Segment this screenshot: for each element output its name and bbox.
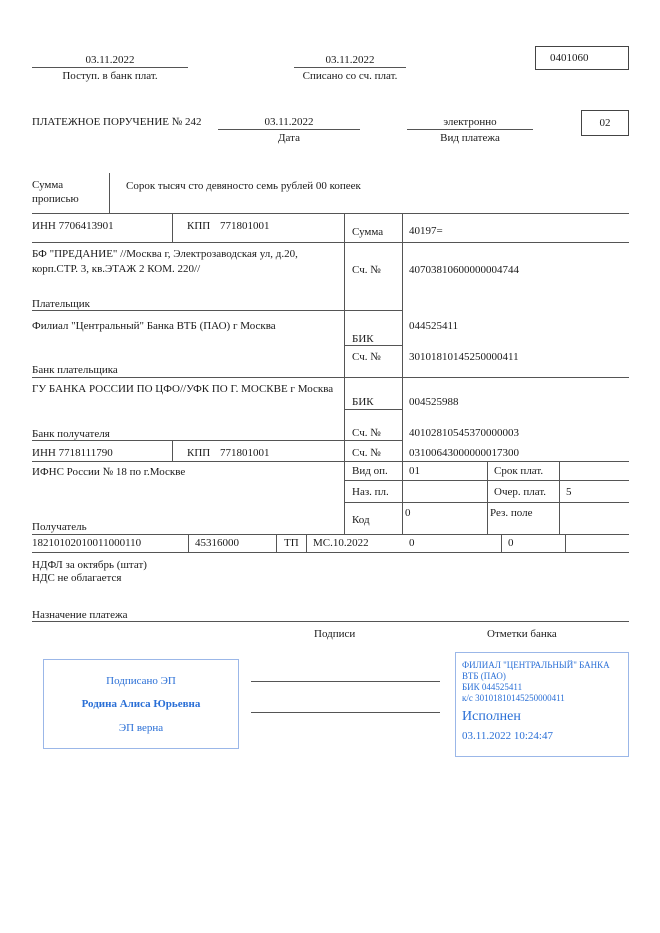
recipient-bank-bik: 004525988: [409, 396, 459, 408]
payer-kpp-label: КПП: [187, 220, 211, 232]
payer-account: 40703810600000004744: [409, 264, 519, 276]
priority: 5: [566, 486, 572, 498]
purpose-line-2: НДС не облагается: [32, 572, 122, 584]
recipient-bank-name: ГУ БАНКА РОССИИ ПО ЦФО//УФК ПО Г. МОСКВЕ г Москва: [32, 383, 334, 395]
recipient-bank-label: Банк получателя: [32, 428, 110, 440]
payer-label: Плательщик: [32, 298, 90, 310]
grid-line: [188, 534, 189, 552]
grid-line: [32, 310, 344, 311]
stamp-valid: ЭП верна: [118, 722, 164, 734]
stamp-signer-name: Родина Алиса Юрьевна: [81, 698, 201, 710]
amount-words-value: Сорок тысяч сто девяносто семь рублей 00 копеек: [126, 180, 361, 192]
status-code: 02: [599, 117, 611, 129]
bank-stamp: [455, 652, 629, 757]
received-date-label: Поступ. в банк плат.: [62, 70, 158, 82]
purpose-line-1: НДФЛ за октябрь (штат): [32, 559, 147, 571]
stamp-signed: Подписано ЭП: [106, 675, 176, 687]
grid-line: [32, 534, 629, 535]
payer-bank-name: Филиал "Центральный" Банка ВТБ (ПАО) г Москва: [32, 320, 276, 332]
payment-type: электронно: [443, 116, 497, 128]
bank-stamp-line-1: ФИЛИАЛ "ЦЕНТРАЛЬНЫЙ" БАНКА: [462, 660, 610, 670]
grid-line: [32, 440, 402, 441]
payment-type-line: [407, 129, 533, 130]
bank-stamp-datetime: 03.11.2022 10:24:47: [462, 730, 553, 742]
bank-stamp-line-3: БИК 044525411: [462, 682, 523, 692]
payment-type-label: Вид платежа: [440, 132, 500, 144]
order-date-line: [218, 129, 360, 130]
reserve-label: Рез. поле: [490, 507, 533, 519]
amount-words-label-1: Сумма: [32, 179, 64, 191]
payer-bank-account: 30101810145250000411: [409, 351, 519, 363]
bank-stamp-line-4: к/с 30101810145250000411: [462, 693, 565, 703]
grid-line: [306, 534, 307, 552]
payer-bank-label: Банк плательщика: [32, 364, 118, 376]
payer-kpp: 771801001: [220, 220, 270, 232]
amount-words-label-2: прописью: [32, 193, 79, 205]
payer-account-label: Сч. №: [352, 264, 381, 276]
recipient-bank-bik-label: БИК: [352, 396, 374, 408]
grid-line: [32, 621, 629, 622]
payer-bank-bik-label: БИК: [352, 333, 374, 345]
order-title: ПЛАТЕЖНОЕ ПОРУЧЕНИЕ № 242: [32, 116, 202, 128]
form-code: 0401060: [550, 52, 589, 64]
payer-name-2: корп.СТР. 3, кв.ЭТАЖ 2 КОМ. 220//: [32, 263, 201, 275]
grid-line: [344, 213, 345, 534]
code-label: Код: [352, 514, 370, 526]
payer-inn: ИНН 7706413901: [32, 220, 114, 232]
debited-date: 03.11.2022: [325, 54, 375, 66]
payer-bank-bik: 044525411: [409, 320, 459, 332]
status-code-box: [581, 110, 629, 136]
grid-line: [402, 213, 403, 534]
grid-line: [172, 213, 173, 242]
debited-date-line: [294, 67, 406, 68]
grid-line: [32, 461, 629, 462]
recipient-inn: ИНН 7718111790: [32, 447, 113, 459]
grid-line: [565, 534, 566, 552]
amount-words-label: [32, 178, 79, 206]
signature-line-1: [251, 681, 440, 682]
grid-line: [32, 377, 629, 378]
e-signature-stamp: [43, 659, 239, 749]
purpose-code-label: Наз. пл.: [352, 486, 389, 498]
recipient-name: ИФНС России № 18 по г.Москве: [32, 466, 186, 478]
priority-label: Очер. плат.: [494, 486, 547, 498]
debited-date-label: Списано со сч. плат.: [302, 70, 398, 82]
purpose-label: Назначение платежа: [32, 609, 128, 621]
grid-line: [344, 310, 402, 311]
order-date-label: Дата: [278, 132, 300, 144]
grid-line: [172, 440, 173, 461]
bank-stamp-line-2: ВТБ (ПАО): [462, 671, 506, 681]
form-code-box: [535, 46, 629, 70]
bank-stamp-status: Исполнен: [462, 709, 521, 724]
amount-label: Сумма: [352, 226, 384, 238]
signature-line-2: [251, 712, 440, 713]
code: 0: [405, 507, 411, 519]
divider: [109, 173, 110, 213]
tax-oktmo: 45316000: [195, 537, 239, 549]
signatures-label: Подписи: [314, 628, 356, 640]
recipient-bank-account: 40102810545370000003: [409, 427, 519, 439]
amount-value: 40197=: [409, 225, 443, 237]
grid-line: [344, 409, 402, 410]
grid-line: [32, 213, 629, 214]
recipient-label: Получатель: [32, 521, 87, 533]
payer-name-1: БФ "ПРЕДАНИЕ" //Москва г, Электрозаводская ул, д.20,: [32, 248, 298, 260]
order-date: 03.11.2022: [264, 116, 314, 128]
received-date: 03.11.2022: [85, 54, 135, 66]
recipient-bank-account-label: Сч. №: [352, 427, 381, 439]
deadline-label: Срок плат.: [494, 465, 544, 477]
recipient-kpp: 771801001: [220, 447, 270, 459]
tax-kbk: 18210102010011000110: [32, 537, 142, 549]
grid-line: [501, 534, 502, 552]
grid-line: [344, 345, 402, 346]
received-date-line: [32, 67, 188, 68]
bank-marks-label: Отметки банка: [487, 628, 557, 640]
tax-period: МС.10.2022: [313, 537, 369, 549]
recipient-kpp-label: КПП: [187, 447, 211, 459]
grid-line: [276, 534, 277, 552]
op-type-label: Вид оп.: [352, 465, 388, 477]
grid-line: [32, 552, 629, 553]
grid-line: [487, 461, 488, 534]
payer-bank-account-label: Сч. №: [352, 351, 381, 363]
op-type: 01: [409, 465, 420, 477]
grid-line: [559, 461, 560, 534]
recipient-account-label: Сч. №: [352, 447, 381, 459]
grid-line: [32, 242, 629, 243]
tax-doc-date: 0: [508, 537, 514, 549]
tax-basis: ТП: [284, 537, 299, 549]
recipient-account: 03100643000000017300: [409, 447, 519, 459]
tax-doc-number: 0: [409, 537, 415, 549]
bank-stamp-details: [462, 660, 610, 704]
